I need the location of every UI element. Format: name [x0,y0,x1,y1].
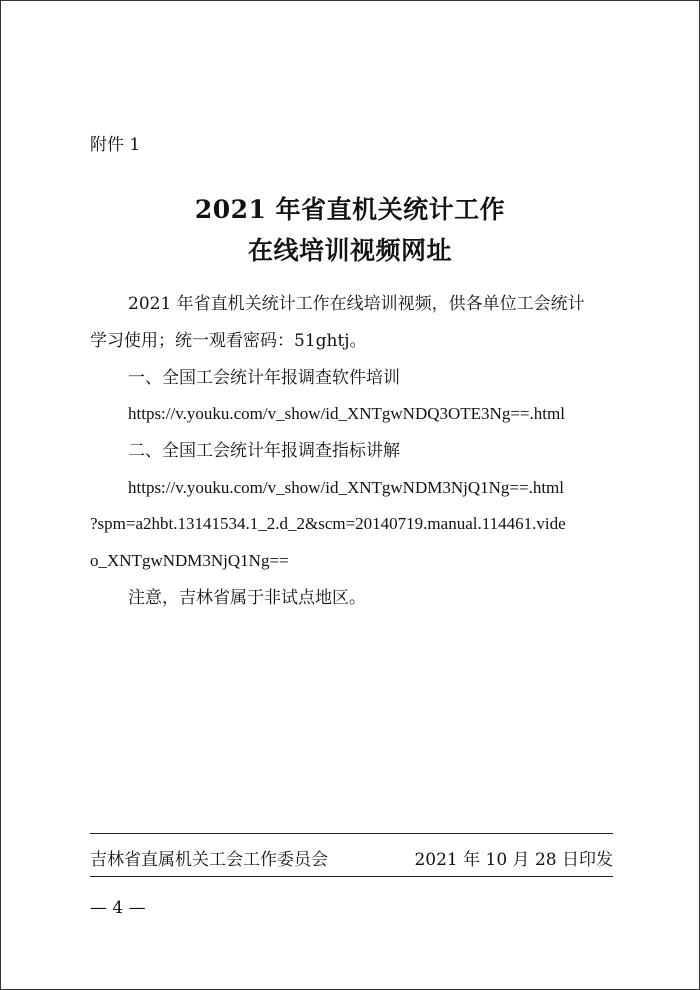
footer-bottom-rule [90,876,613,877]
footer [90,845,613,870]
page-number: — 4 — [90,898,146,918]
document-title-line-1: 2021 年省直机关统计工作 [194,195,506,224]
intro-paragraph-line-1: 2021 年省直机关统计工作在线培训视频，供各单位工会统计 [128,294,585,314]
attachment-label: 附件 1 [90,135,141,155]
item-1-url-link[interactable]: https://v.youku.com/v_show/id_XNTgwNDQ3OTE3Ng==.html [128,404,565,423]
footer-date: 2021 年 10 月 28 日印发 [414,850,613,870]
note-paragraph: 注意，吉林省属于非试点地区。 [128,588,366,608]
item-2-heading: 二、全国工会统计年报调查指标讲解 [128,441,400,461]
intro-paragraph-line-2: 学习使用；统一观看密码：51ghtj。 [90,331,367,351]
footer-issuer: 吉林省直属机关工会工作委员会 [90,850,328,870]
item-1-heading: 一、全国工会统计年报调查软件培训 [128,368,400,388]
item-2-url-link-line-3[interactable]: o_XNTgwNDM3NjQ1Ng== [90,551,289,570]
footer-top-rule [90,833,613,834]
document-title-line-2: 在线培训视频网址 [247,236,452,265]
item-2-url-link-line-2[interactable]: ?spm=a2hbt.13141534.1_2.d_2&scm=20140719.manual.114461.vide [90,514,566,533]
item-2-url-link-line-1[interactable]: https://v.youku.com/v_show/id_XNTgwNDM3NjQ1Ng==.html [128,478,564,497]
